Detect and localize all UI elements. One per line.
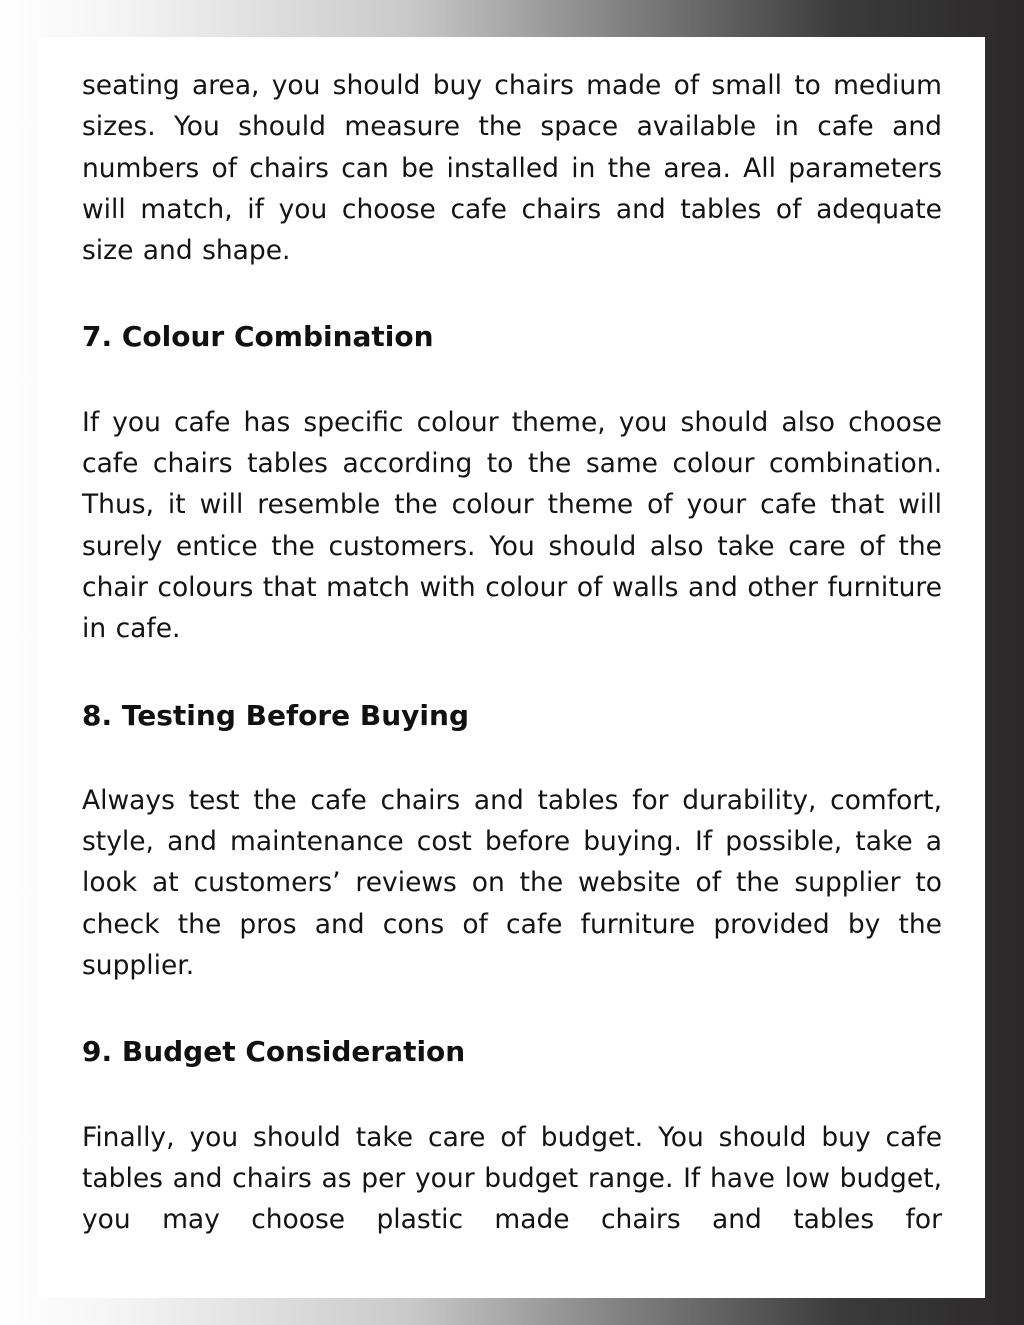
section-body-budget-consideration: Finally, you should take care of budget. You should buy cafe tables and chairs as per your budget range. If have low budget, you may choose plastic made chairs and tables for	[82, 1121, 942, 1236]
document-page	[39, 37, 985, 1298]
intro-paragraph: seating area, you should buy chairs made of small to medium sizes. You should measure the space available in cafe and numbers of chairs can be installed in the area. All parameters will match, if you choose cafe chairs and tables of adequate size and shape.	[82, 70, 942, 267]
section-body-testing-before-buying: Always test the cafe chairs and tables for durability, comfort, style, and maintenance cost before buying. If possible, take a look at customers’ reviews on the website of the supplier to check the pros and cons of cafe furniture provided by the supplier.	[82, 784, 942, 982]
section-heading-colour-combination: 7. Colour Combination	[82, 320, 434, 354]
document-content	[82, 65, 942, 1241]
section-heading-testing-before-buying: 8. Testing Before Buying	[82, 698, 470, 732]
section-heading-budget-consideration: 9. Budget Consideration	[82, 1035, 466, 1069]
section-body-colour-combination: If you cafe has specific colour theme, you should also choose cafe chairs tables according to the same colour combination. Thus, it will resemble the colour theme of your cafe that will surely entice the customers. You should also take care of the chair colours that match with colour of walls and other furniture in cafe.	[82, 406, 942, 645]
